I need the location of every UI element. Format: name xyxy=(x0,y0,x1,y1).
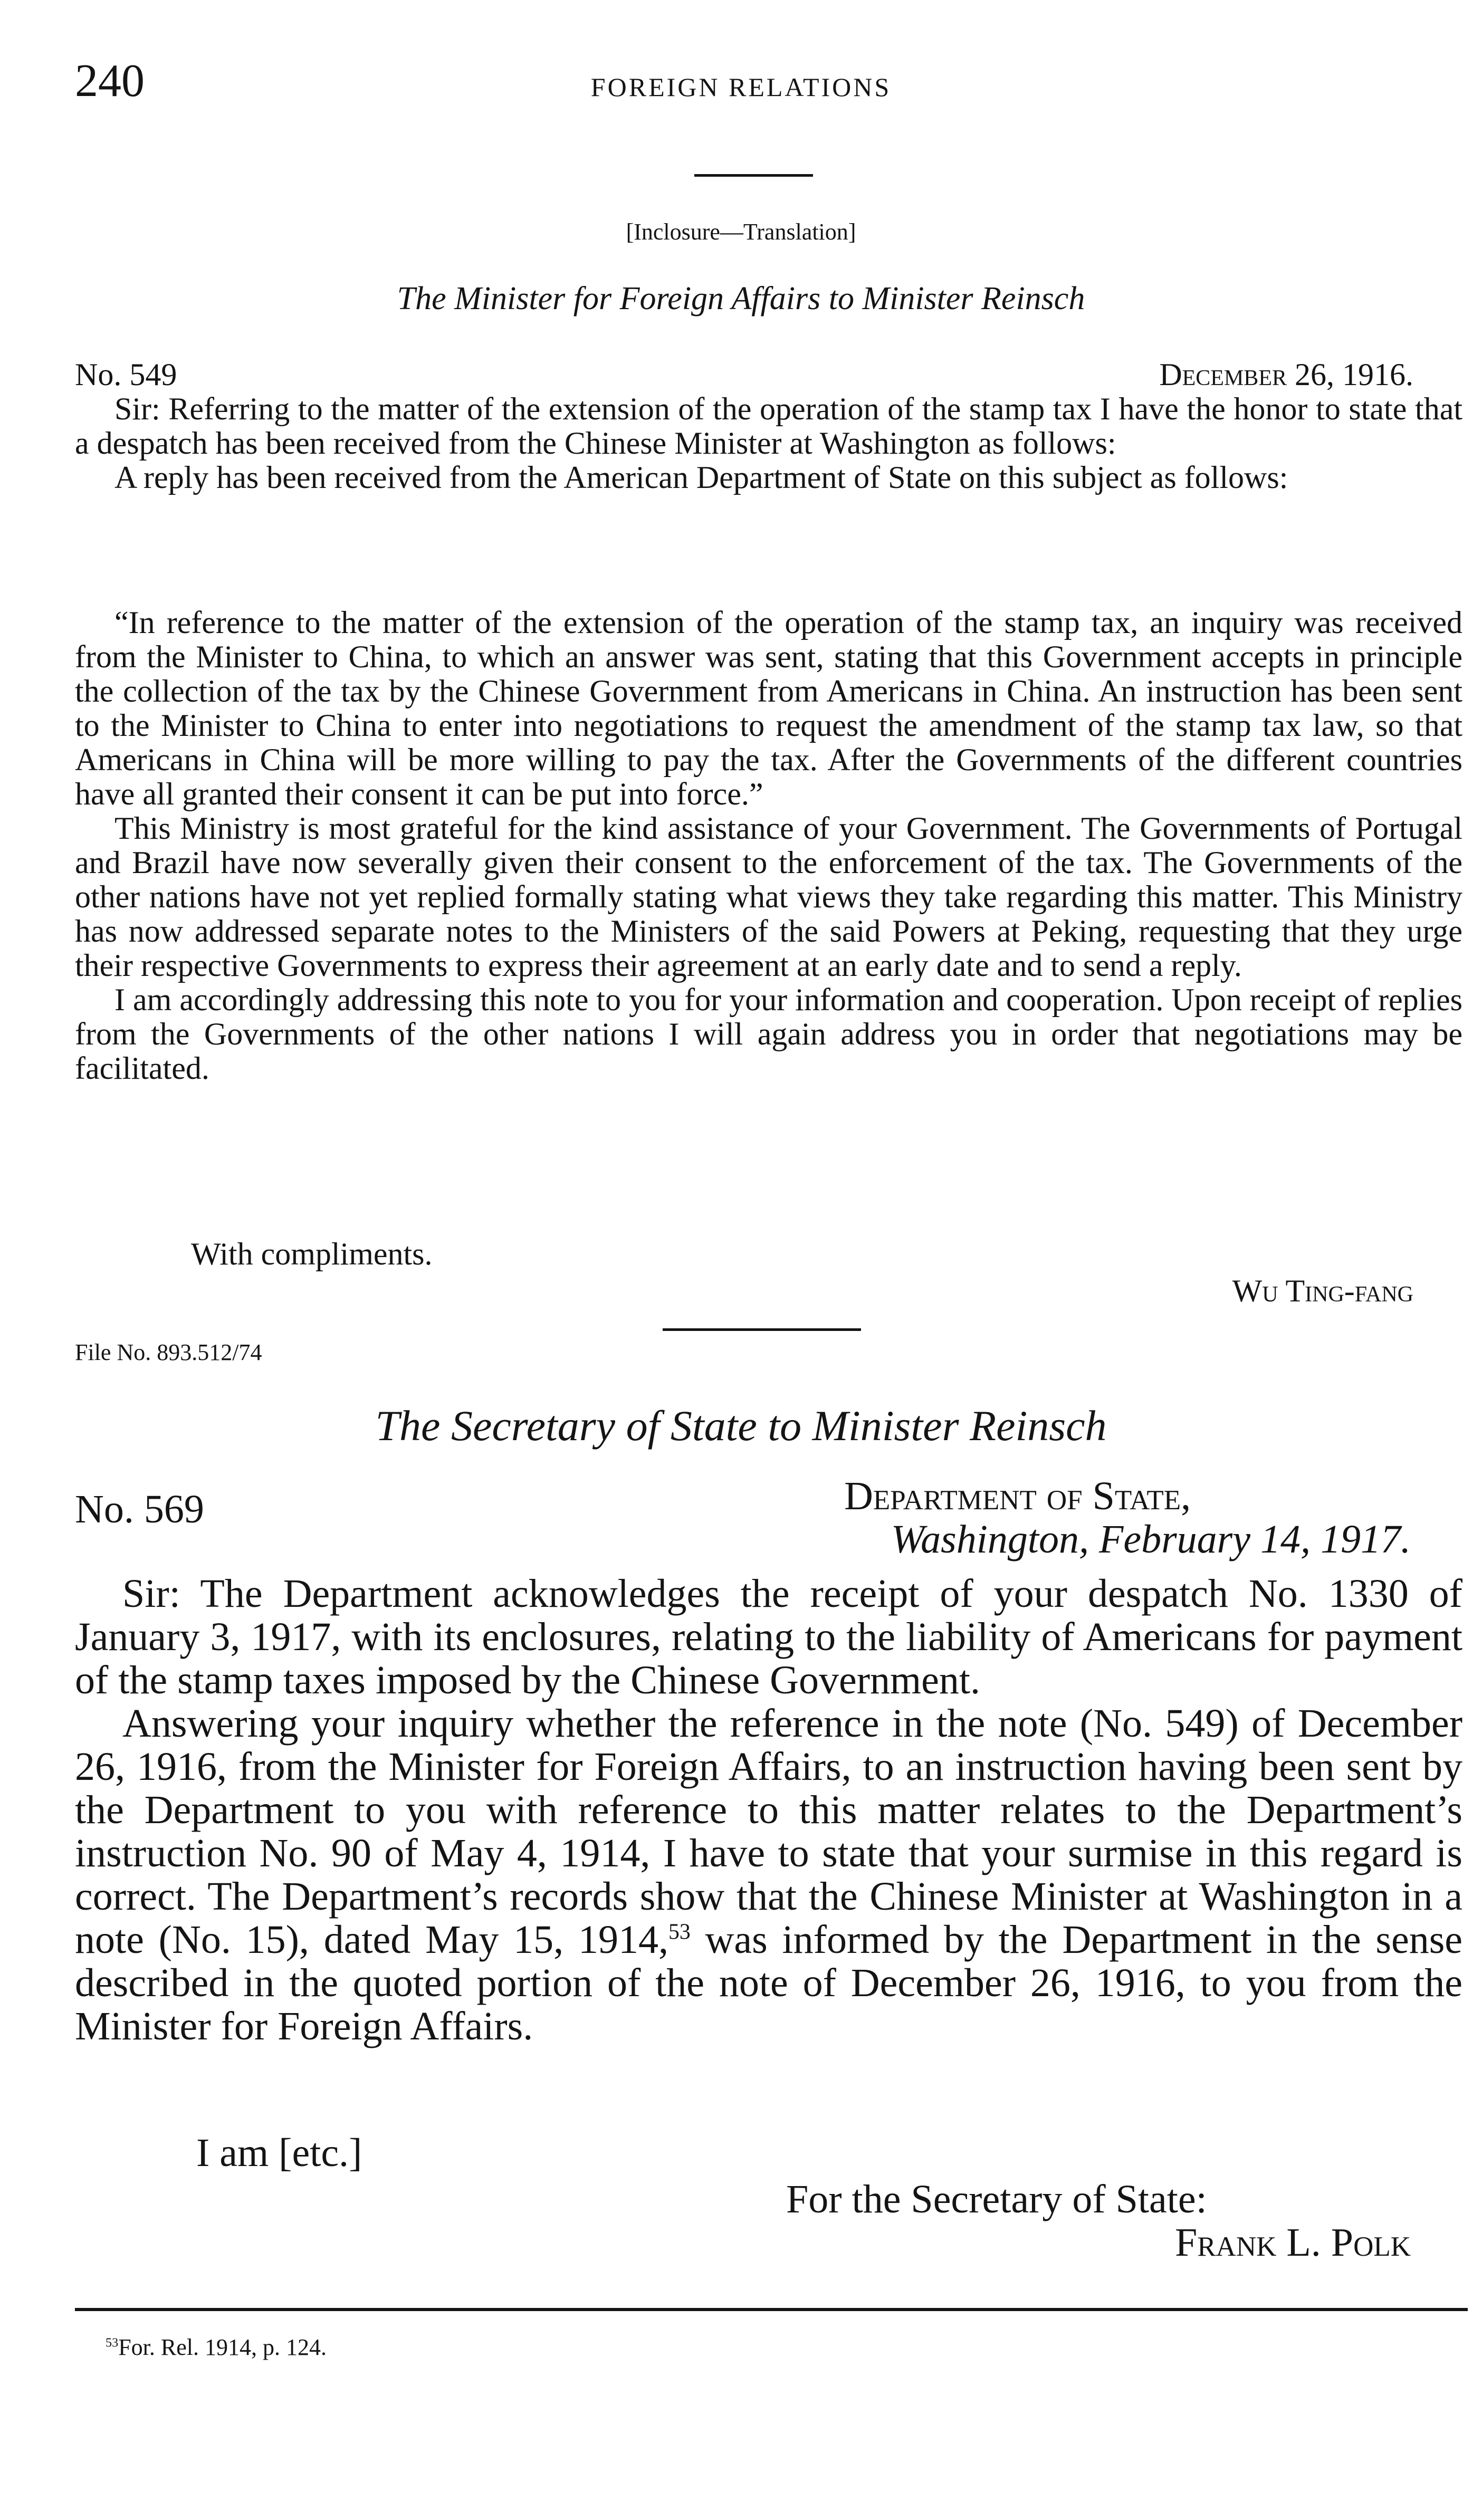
footnote-text: For. Rel. 1914, p. 124. xyxy=(118,2334,327,2360)
enclosure-closing: With compliments. xyxy=(191,1237,433,1271)
running-head: FOREIGN RELATIONS xyxy=(590,72,892,102)
enclosure-body xyxy=(75,392,1462,495)
enclosure-paragraph: Sir: Referring to the matter of the extension of the operation of the stamp tax I have the honor to state that a despatch has been received from the Chinese Minister at Washington as follows: xyxy=(75,391,1462,461)
footnote-number: 53 xyxy=(106,2335,119,2350)
divider-top xyxy=(694,174,813,177)
document-closing: I am [etc.] xyxy=(196,2131,362,2175)
document-title: The Secretary of State to Minister Reinsch xyxy=(375,1402,1107,1450)
quote-paragraph: This Ministry is most grateful for the kind assistance of your Government. The Governments of Portugal and Brazil have now severally given their consent to the enforcement of the tax. The Governments of the other nations have not yet replied formally stating what views they take regarding this matter. This Ministry has now addressed separate notes to the Ministers of the said Powers at Peking, requesting that they urge their respective Governments to express their agreement at an early date and to send a reply. xyxy=(75,811,1462,983)
document-number: No. 569 xyxy=(75,1487,204,1531)
divider-middle xyxy=(663,1328,861,1331)
place-date-line: Washington, February 14, 1917. xyxy=(891,1517,1411,1561)
document-paragraph: Sir: The Department acknowledges the receipt of your despatch No. 1330 of January 3, 1917, with its enclosures, relating to the liability of Americans for payment of the stamp taxes imposed by the Chinese Government. xyxy=(75,1572,1462,1702)
enclosure-signature: Wu Ting-fang xyxy=(1232,1273,1413,1308)
enclosure-label: [Inclosure—Translation] xyxy=(626,219,856,245)
document-body xyxy=(75,1572,1462,2048)
enclosure-date: December 26, 1916. xyxy=(1159,357,1413,392)
quote-paragraph: I am accordingly addressing this note to you for your information and cooperation. Upon receipt of replies from the Governments of the other nations I will again address you in order that negotiations may be facilitated. xyxy=(75,982,1462,1086)
paragraph-text: Answering your inquiry whether the reference in the note (No. 549) of December 26, 1916, from the Minister for Foreign Affairs, to an instruction having been sent by the Department to you with reference to this matter relates to the Department’s instruction No. 90 of May 4, 1914, I have to state that your surmise in this regard is correct. The Department’s records show that the Chinese Minister at Washington in a note (No. 15), dated May 15, 1914, xyxy=(75,1701,1462,1962)
footnote-rule xyxy=(75,2308,1468,2311)
for-secretary-line: For the Secretary of State: xyxy=(786,2177,1207,2221)
enclosure-quote xyxy=(75,606,1462,1086)
enclosure-paragraph: A reply has been received from the American Department of State on this subject as follows: xyxy=(114,460,1288,495)
enclosure-number: No. 549 xyxy=(75,357,177,392)
paragraph-text: was informed by the Department in the sense described in the quoted portion of the note of December 26, 1916, to you from the Minister for Foreign Affairs. xyxy=(75,1918,1462,2048)
enclosure-title: The Minister for Foreign Affairs to Minister Reinsch xyxy=(397,281,1085,317)
document-paragraph xyxy=(75,1702,1462,2048)
department-line: Department of State, xyxy=(844,1474,1191,1518)
file-number: File No. 893.512/74 xyxy=(75,1339,262,1365)
document-signature: Frank L. Polk xyxy=(1174,2220,1411,2265)
page-number: 240 xyxy=(75,55,145,107)
quote-paragraph: “In reference to the matter of the extension of the operation of the stamp tax, an inquiry was received from the Minister to China, to which an answer was sent, stating that this Government accepts in principle the collection of the tax by the Chinese Government from Americans in China. An instruction has been sent to the Minister to China to enter into negotiations to request the amendment of the stamp tax law, so that Americans in China will be more willing to pay the tax. After the Governments of the different countries have all granted their consent it can be put into force.” xyxy=(75,605,1462,811)
footnote-reference: 53 xyxy=(668,1920,691,1944)
footnote xyxy=(106,2336,327,2359)
